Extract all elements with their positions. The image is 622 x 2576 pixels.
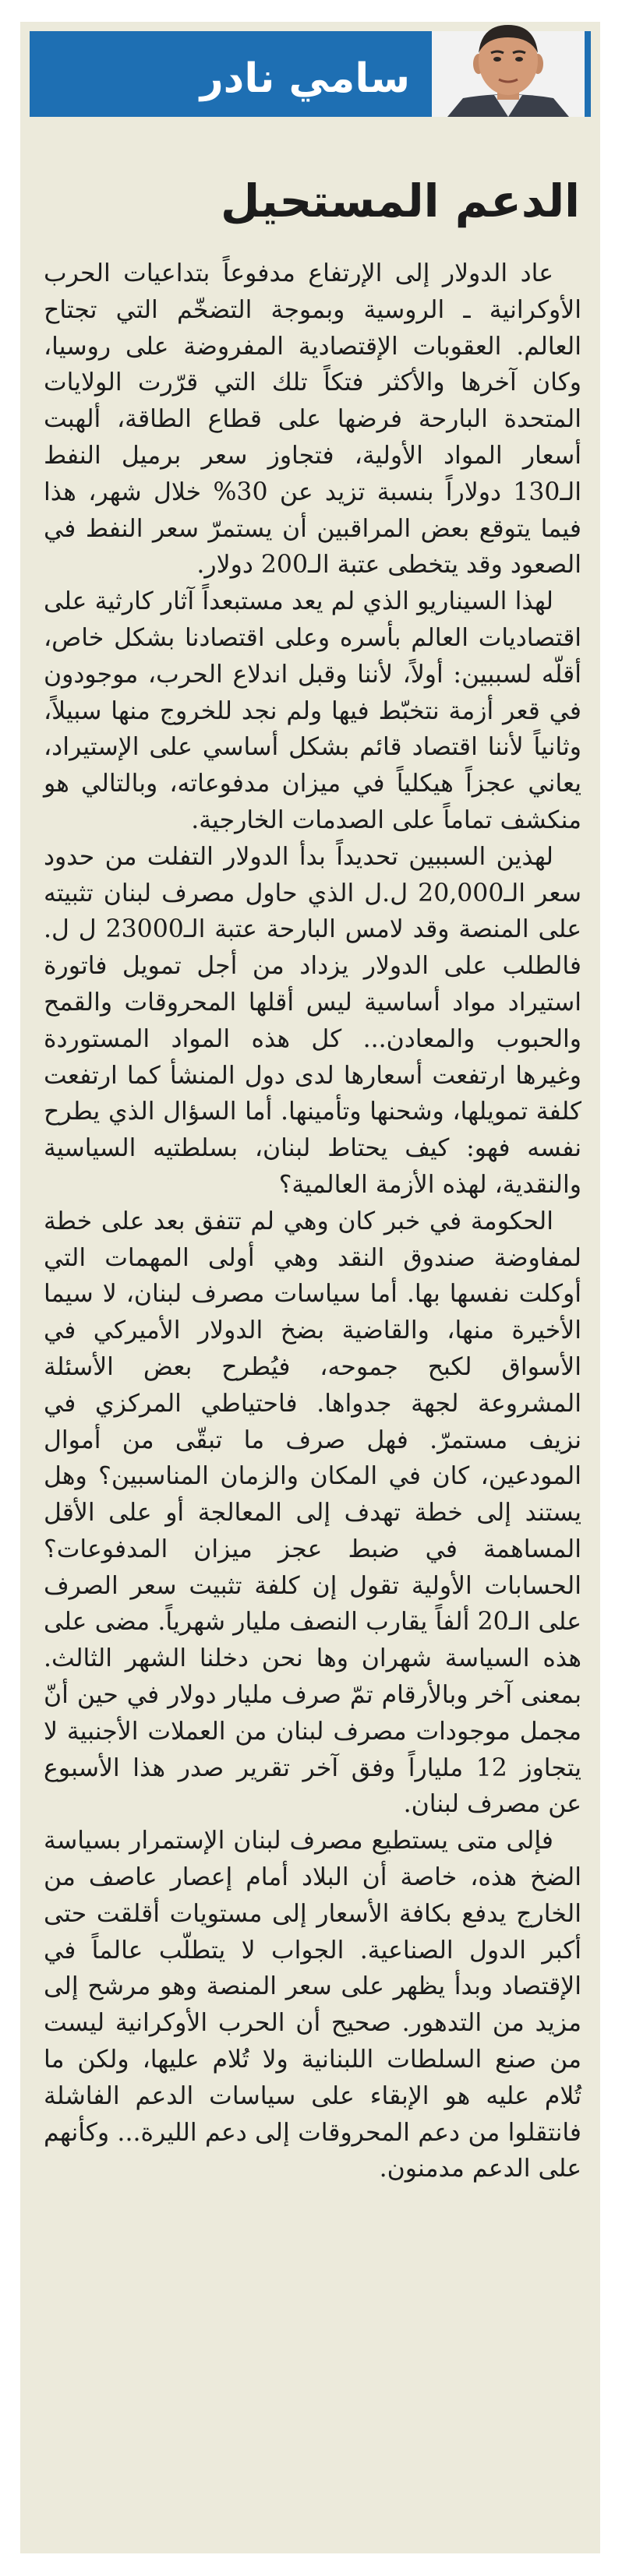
author-photo xyxy=(432,23,585,117)
article-paragraph: عاد الدولار إلى الإرتفاع مدفوعاً بتداعيات الحرب الأوكرانية ـ الروسية وبموجة التضخّم التي تجتاح العالم. العقوبات الإقتصادية المفروضة على روسيا، وكان آخرها والأكثر فتكاً تلك التي قرّرت الولايات المتحدة البارحة فرضها على قطاع الطاقة، ألهبت أسعار المواد الأولية، فتجاوز سعر برميل النفط الـ130 دولاراً بنسبة تزيد عن 30% خلال شهر، هذا فيما يتوقع بعض المراقبين أن يستمرّ سعر النفط في الصعود وقد يتخطى عتبة الـ200 دولار. xyxy=(44,259,581,580)
article-paragraph: لهذا السيناريو الذي لم يعد مستبعداً آثار كارثية على اقتصاديات العالم بأسره وعلى اقتصادنا بشكل خاص، أقلّه لسببين: أولاً، لأننا وقبل اندلاع الحرب، موجودون في قعر أزمة نتخبّط فيها ولم نجد للخروج منها سبيلاً، وثانياً لأننا اقتصاد قائم بشكل أساسي على الإستيراد، يعاني عجزاً هيكلياً في ميزان مدفوعاته، وبالتالي هو منكشف تماماً على الصدمات الخارجية. xyxy=(44,587,581,834)
author-portrait-icon xyxy=(432,23,585,117)
author-name: سامي نادر xyxy=(200,55,410,102)
article-paragraph: فإلى متى يستطيع مصرف لبنان الإستمرار بسياسة الضخ هذه، خاصة أن البلاد أمام إعصار عاصف من الخارج يدفع بكافة الأسعار إلى مستويات أقلقت حتى أكبر الدول الصناعية. الجواب لا يتطلّب عالماً في الإقتصاد وبدأ يظهر على سعر المنصة وهو مرشح إلى مزيد من التدهور. صحيح أن الحرب الأوكرانية ليست من صنع السلطات اللبنانية ولا تُلام عليها، ولكن ما تُلام عليه هو الإبقاء على سياسات الدعم الفاشلة فانتقلوا من دعم المحروقات إلى دعم الليرة... وكأنهم على الدعم مدمنون. xyxy=(44,1827,581,2183)
opinion-column xyxy=(20,22,600,2553)
article-title: الدعم المستحيل xyxy=(221,174,580,227)
article-paragraph: الحكومة في خبر كان وهي لم تتفق بعد على خطة لمفاوضة صندوق النقد وهي أولى المهمات التي أوكلت نفسها بها. أما سياسات مصرف لبنان، لا سيما الأخيرة منها، والقاضية بضخ الدولار الأميركي في الأسواق لكبح جموحه، فيُطرح بعض الأسئلة المشروعة لجهة جدواها. فاحتياطي المركزي في نزيف مستمرّ. فهل صرف ما تبقّى من أموال المودعين، كان في المكان والزمان المناسبين؟ وهل يستند إلى خطة تهدف إلى المعالجة أو على الأقل المساهمة في ضبط عجز ميزان المدفوعات؟ الحسابات الأولية تقول إن كلفة تثبيت سعر الصرف على الـ20 ألفاً يقارب النصف مليار شهرياً. مضى على هذه السياسة شهران وها نحن دخلنا الشهر الثالث. بمعنى آخر وبالأرقام تمّ صرف مليار دولار في حين أنّ مجمل موجودات مصرف لبنان من العملات الأجنبية لا يتجاوز 12 ملياراً وفق آخر تقرير صدر هذا الأسبوع عن مصرف لبنان. xyxy=(44,1207,581,1819)
article-paragraph: لهذين السببين تحديداً بدأ الدولار التفلت من حدود سعر الـ20,000 ل.ل الذي حاول مصرف لبنان تثبيته على المنصة وقد لامس البارحة عتبة الـ23000 ل ل. فالطلب على الدولار يزداد من أجل تمويل فاتورة استيراد مواد أساسية ليس أقلها المحروقات والقمح والحبوب والمعادن... كل هذه المواد المستوردة وغيرها ارتفعت أسعارها لدى دول المنشأ كما ارتفعت كلفة تمويلها، وشحنها وتأمينها. أما السؤال الذي يطرح نفسه فهو: كيف يحتاط لبنان، بسلطتيه السياسية والنقدية، لهذه الأزمة العالمية؟ xyxy=(44,842,582,1199)
author-banner xyxy=(30,31,591,117)
article-body xyxy=(44,255,581,2187)
